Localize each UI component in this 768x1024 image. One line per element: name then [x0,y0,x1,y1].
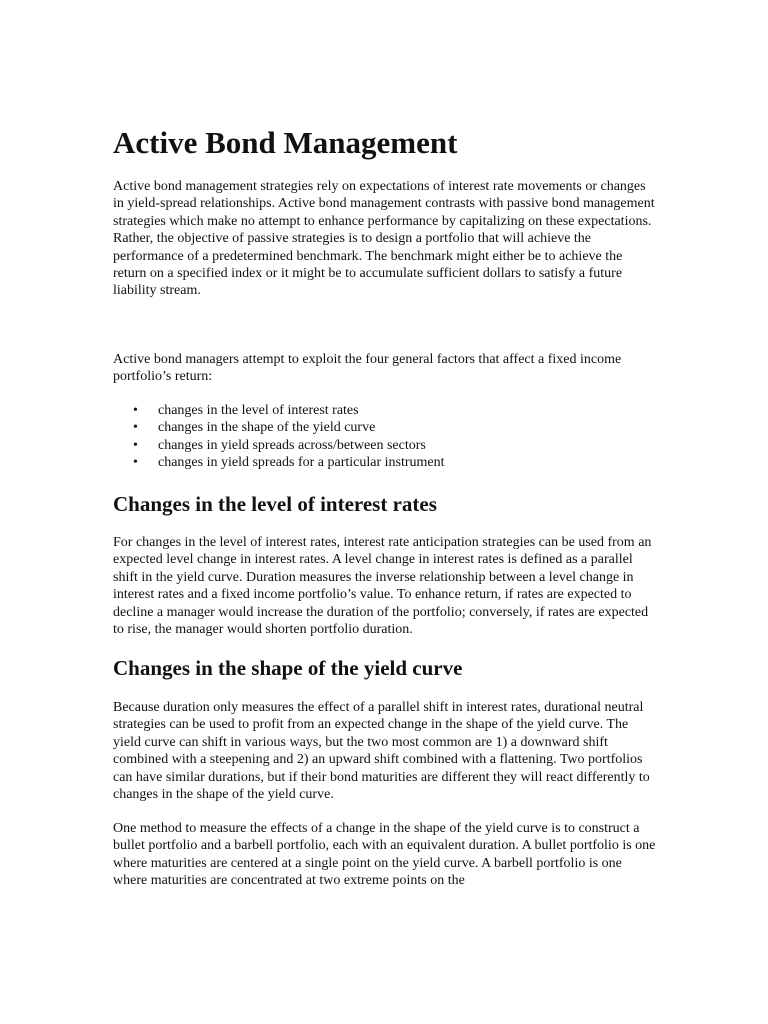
bullet-icon: • [133,437,138,453]
list-item-text: changes in the level of interest rates [158,403,359,418]
section-heading-shape: Changes in the shape of the yield curve [113,656,463,680]
bullet-icon: • [133,420,138,436]
page-title: Active Bond Management [113,125,458,160]
intro-paragraph: Active bond management strategies rely on expectations of interest rate movements or changes in yield-spread relationships. Active bond management contrasts with passive bond management strategies which make no attempt to enhance performance by capitalizing on these expectations. Rather, the objective of passive strategies is to design a portfolio that will achieve the performance of a predetermined benchmark. The benchmark might either be to achieve the return on a specified index or it might be to accumulate sufficient dollars to satisfy a future liability stream. [113,179,655,299]
list-item-text: changes in yield spreads for a particular instrument [158,455,445,471]
list-item [113,437,445,454]
factors-list [113,402,445,472]
section-level-paragraph: For changes in the level of interest rates, interest rate anticipation strategies can be used from an expected level change in interest rates. A level change in interest rates is defined as a parallel shift in the yield curve. Duration measures the inverse relationship between a level change in interest rates and a fixed income portfolio’s value. To enhance return, if rates are expected to decline a manager would increase the duration of the portfolio; conversely, if rates are expected to rise, the manager would shorten portfolio duration. [113,535,652,638]
factors-intro-paragraph: Active bond managers attempt to exploit the four general factors that affect a fixed income portfolio’s return: [113,352,622,385]
section-heading-level: Changes in the level of interest rates [113,492,437,516]
list-item-text: changes in yield spreads across/between sectors [158,437,426,453]
section-shape-paragraph-1: Because duration only measures the effect of a parallel shift in interest rates, durational neutral strategies can be used to profit from an expected change in the shape of the yield curve. The yield curve can shift in various ways, but the two most common are 1) a downward shift combined with a steepening and 2) an upward shift combined with a flattening. Two portfolios can have similar durations, but if their bond maturities are different they will react differently to changes in the shape of the yield curve. [113,700,650,803]
section-shape-paragraph-2: One method to measure the effects of a change in the shape of the yield curve is to construct a bullet portfolio and a barbell portfolio, each with an equivalent duration. A bullet portfolio is one where maturities are centered at a single point on the yield curve. A barbell portfolio is one where maturities are concentrated at two extreme points on the [113,821,656,889]
list-item [113,454,445,471]
bullet-icon: • [133,403,138,418]
bullet-icon: • [133,455,138,471]
list-item [113,419,445,436]
list-item-text: changes in the shape of the yield curve [158,420,376,436]
list-item [113,402,445,419]
